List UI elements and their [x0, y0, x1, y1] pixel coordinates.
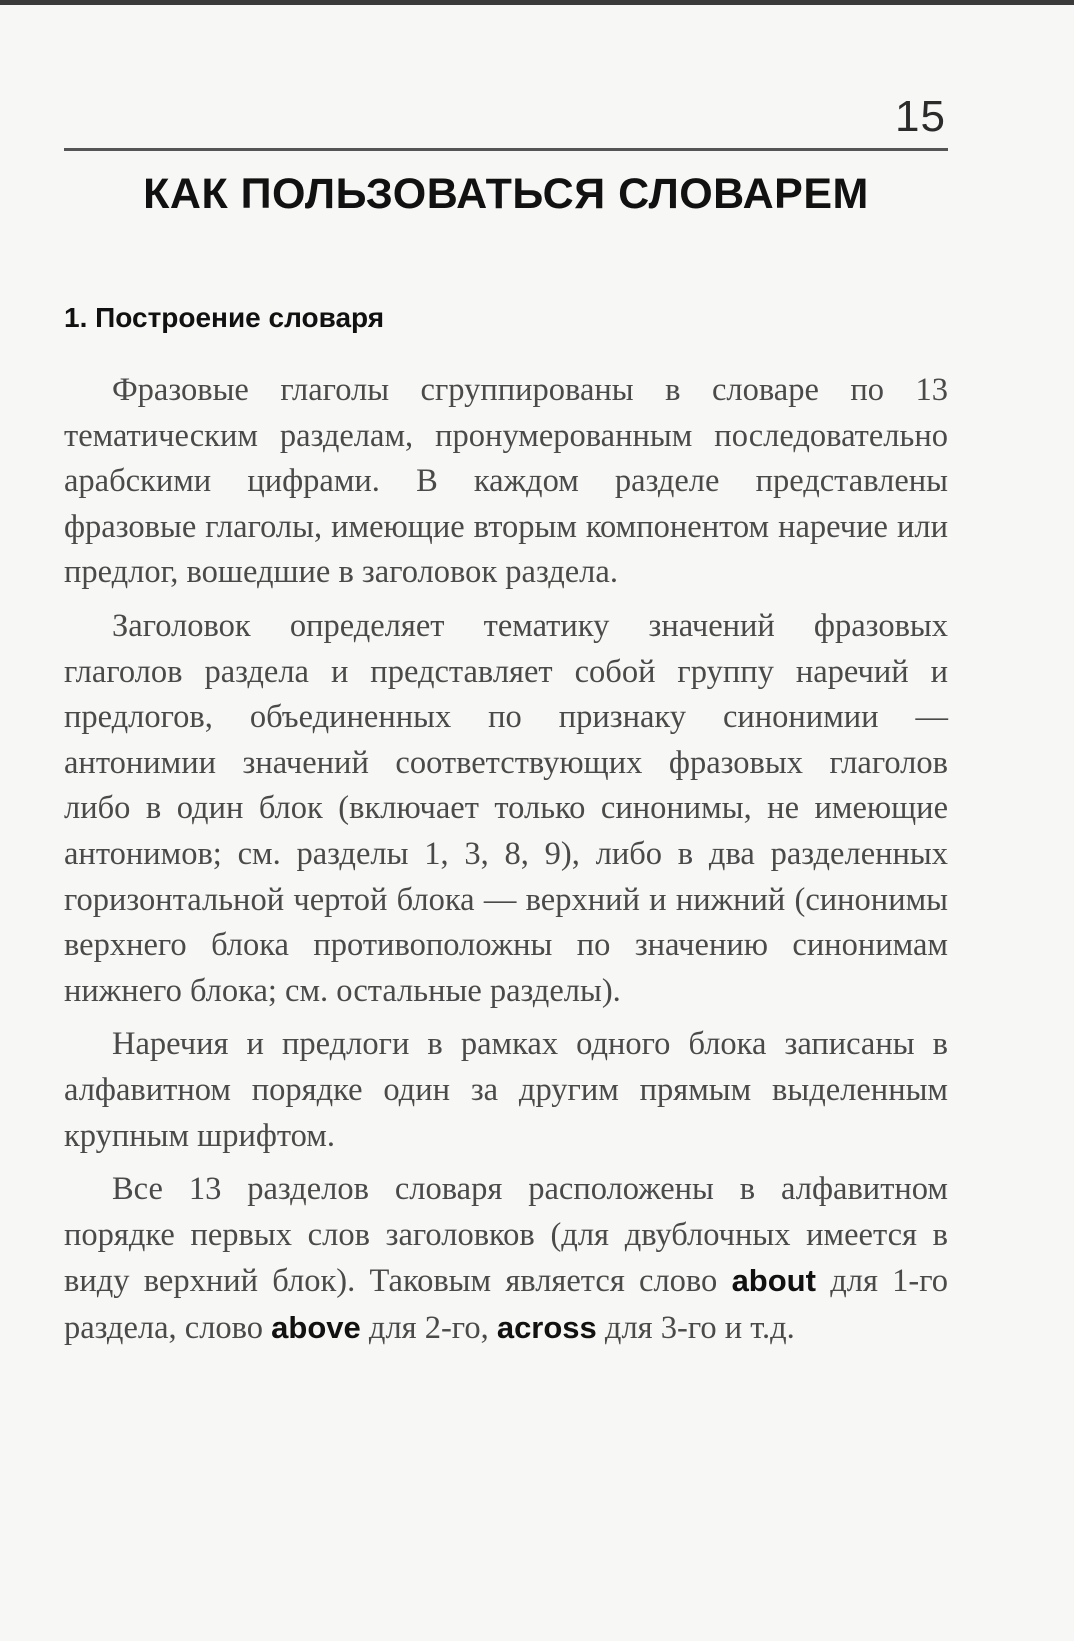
paragraph-4-text-1: Все 13 разделов словаря расположены в алфавитном порядке первых слов заголовков (для двублочных имеется в виду верхний блок). Таковым является слово	[64, 1171, 948, 1300]
paragraph-3: Наречия и предлоги в рамках одного блока записаны в алфавитном порядке один за другим прямым выделенным крупным шрифтом.	[64, 1026, 948, 1154]
header-rule	[64, 148, 948, 151]
page-number: 15	[895, 92, 946, 141]
section-heading: 1. Построение словаря	[64, 302, 385, 333]
keyword-across: across	[496, 1309, 597, 1345]
paragraph-1: Фразовые глаголы сгруппированы в словаре по 13 тематическим разделам, пронумерованным последовательно арабскими цифрами. В каждом разделе представлены фразовые глаголы, имеющие вторым компонентом наречие или предлог, вошедшие в заголовок раздела.	[64, 372, 948, 591]
body-text	[64, 368, 948, 1359]
chapter-title: КАК ПОЛЬЗОВАТЬСЯ СЛОВАРЕМ	[143, 170, 869, 218]
keyword-above: above	[271, 1309, 361, 1345]
paragraph-2: Заголовок определяет тематику значений фразовых глаголов раздела и представляет собой группу наречий и предлогов, объединенных по признаку синонимии — антонимии значений соответствующих фразовых глаголов либо в один блок (включает только синонимы, не имеющие антонимов; см. разделы 1, 3, 8, 9), либо в два разделенных горизонтальной чертой блока — верхний и нижний (синонимы верхнего блока противоположны по значению синонимам нижнего блока; см. остальные разделы).	[64, 607, 948, 1009]
paragraph-4-text-2: для 1-го раздела, слово	[64, 1263, 948, 1346]
scan-top-edge	[0, 0, 1074, 5]
paragraph-4-text-4: для 3-го и т.д.	[596, 1309, 795, 1346]
paragraph-4-text-3: для 2-го,	[360, 1309, 497, 1346]
paragraph-4	[64, 1167, 948, 1351]
keyword-about: about	[731, 1263, 816, 1299]
